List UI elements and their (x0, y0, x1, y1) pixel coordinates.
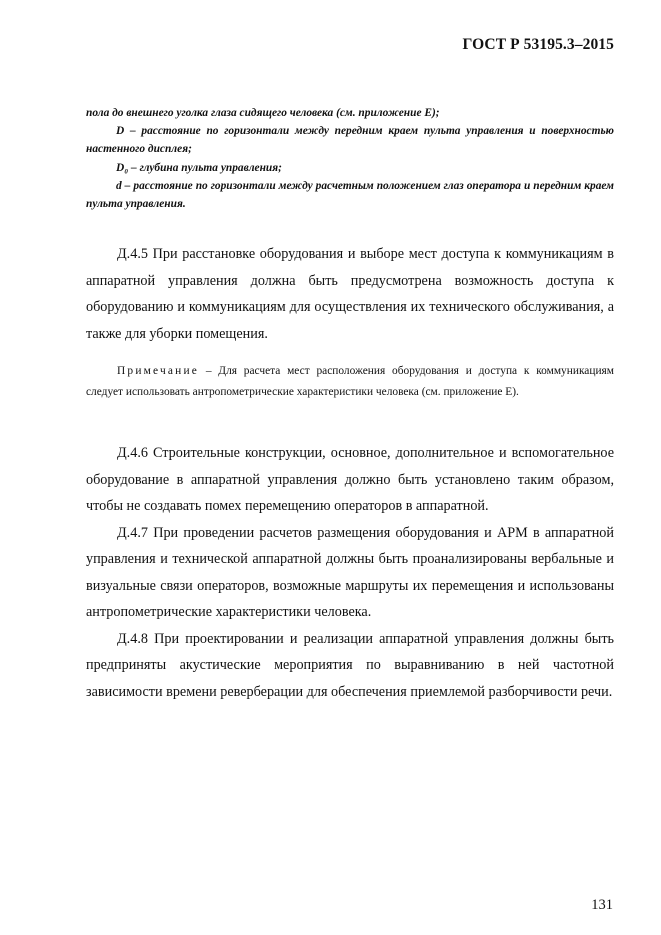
page-number: 131 (591, 897, 613, 913)
paragraph-d46: Д.4.6 Строительные конструкции, основное, дополнительное и вспомогательное оборудование в аппаратной управления должно быть установлено таким образом, чтобы не создавать помех перемещению операторов в аппаратной. (86, 445, 614, 514)
paragraphs-block (86, 440, 614, 705)
paragraph-d45: Д.4.5 При расстановке оборудования и выборе мест доступа к коммуникациям в аппаратной управления должна быть предусмотрена возможность доступа к оборудованию и коммуникациям для осуществления их технического обслуживания, а также для уборки помещения. (86, 246, 614, 342)
document-header: ГОСТ Р 53195.3–2015 (462, 36, 614, 53)
paragraph-d47: Д.4.7 При проведении расчетов размещения оборудования и АРМ в аппаратной управления и технической аппаратной должны быть проанализированы вербальные и визуальные связи операторов, возможные маршруты их перемещения и использованы антропометрические характеристики человека. (86, 524, 614, 620)
note-label: Примечание (117, 365, 200, 377)
definition-line: d – расстояние по горизонтали между расчетным положением глаз оператора и передним краем пульта управления. (86, 179, 614, 211)
note-text: – Для расчета мест расположения оборудования и доступа к коммуникациям следует использовать антропометрические характеристики человека (см. приложение Е). (86, 365, 614, 398)
note-block (86, 361, 614, 403)
paragraph-d45-block (86, 241, 614, 347)
definition-line: пола до внешнего уголка глаза сидящего человека (см. приложение Е); (86, 107, 440, 119)
definitions-block (86, 104, 614, 213)
definition-line: D – расстояние по горизонтали между передним краем пульта управления и поверхностью настенного дисплея; (86, 125, 614, 156)
note-paragraph (86, 361, 614, 403)
definition-line: D₀ – глубина пульта управления; (116, 161, 282, 174)
paragraph-d48: Д.4.8 При проектировании и реализации аппаратной управления должны быть предприняты акустические мероприятия по выравниванию в ней частотной зависимости времени реверберации для обеспечения приемлемой разборчивости речи. (86, 630, 614, 700)
